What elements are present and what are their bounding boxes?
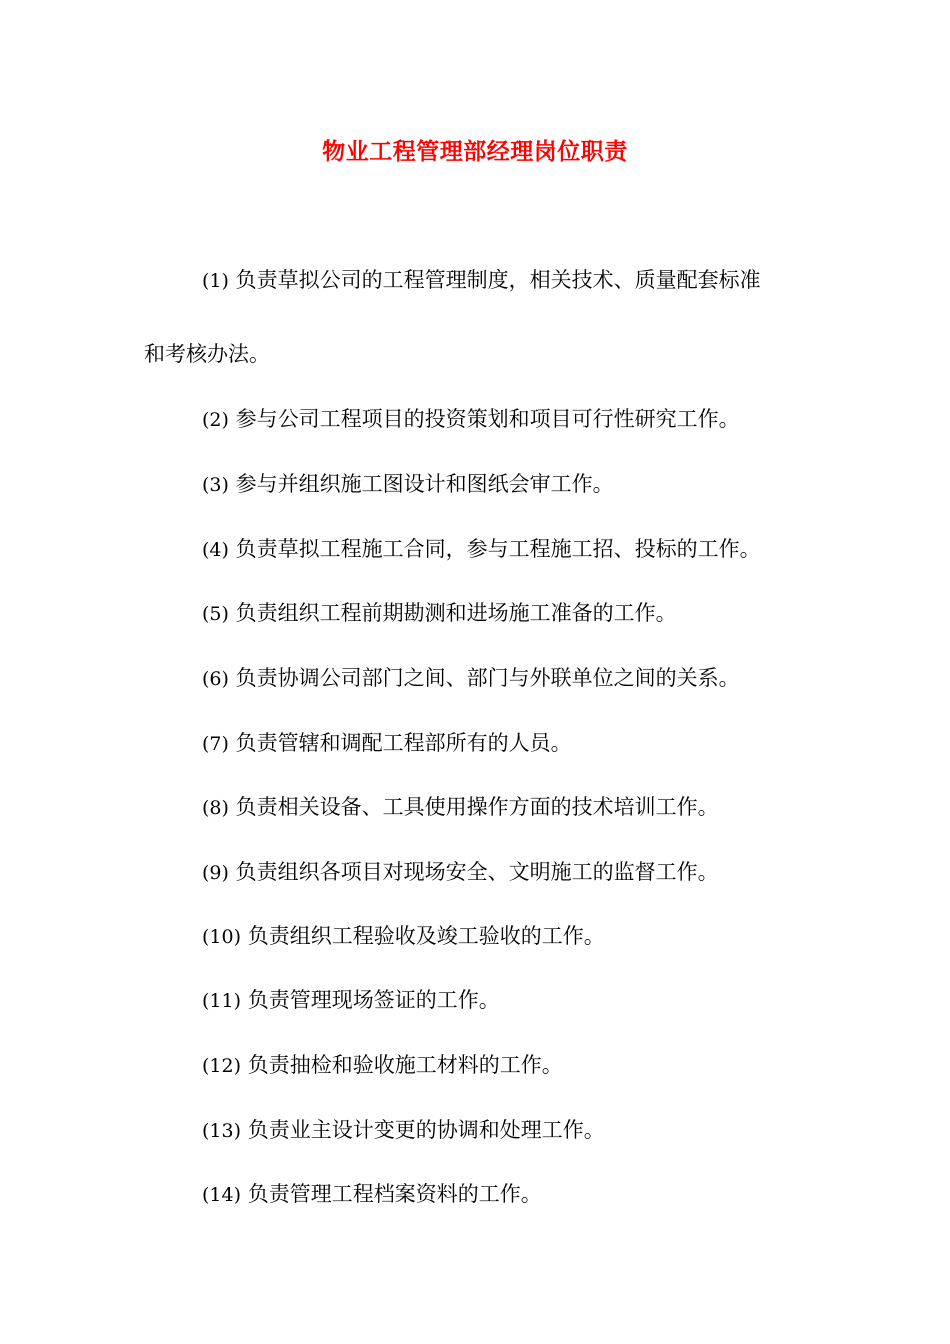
list-item <box>202 534 822 565</box>
item-text: 参与公司工程项目的投资策划和项目可行性研究工作。 <box>235 407 740 431</box>
item-number: (8) <box>202 797 229 819</box>
list-item <box>202 1179 822 1210</box>
item-number: (4) <box>202 539 229 561</box>
item-number: (13) <box>202 1120 242 1142</box>
item-text: 负责草拟工程施工合同，参与工程施工招、投标的工作。 <box>235 537 761 561</box>
item-number: (5) <box>202 603 229 625</box>
list-item <box>202 404 822 435</box>
list-item <box>202 792 822 823</box>
item-number: (11) <box>202 990 242 1012</box>
item-text: 负责草拟公司的工程管理制度，相关技术、质量配套标准 <box>235 268 761 292</box>
item-number: (3) <box>202 474 229 496</box>
item-text: 负责管理工程档案资料的工作。 <box>247 1182 542 1206</box>
list-item <box>202 728 822 759</box>
item-number: (7) <box>202 733 229 755</box>
item-text: 负责组织工程前期勘测和进场施工准备的工作。 <box>235 601 677 625</box>
item-number: (12) <box>202 1055 242 1077</box>
item-number: (1) <box>202 270 229 292</box>
item-text: 负责组织工程验收及竣工验收的工作。 <box>247 924 605 948</box>
list-item <box>202 1050 822 1081</box>
page-title: 物业工程管理部经理岗位职责 <box>322 139 628 165</box>
item-number: (10) <box>202 926 242 948</box>
item-text: 负责协调公司部门之间、部门与外联单位之间的关系。 <box>235 666 740 690</box>
item-number: (14) <box>202 1184 242 1206</box>
item-text: 参与并组织施工图设计和图纸会审工作。 <box>235 472 614 496</box>
list-item-continuation: 和考核办法。 <box>144 342 270 366</box>
list-item <box>202 663 822 694</box>
list-item <box>202 598 822 629</box>
item-number: (2) <box>202 409 229 431</box>
item-text: 负责管辖和调配工程部所有的人员。 <box>235 731 572 755</box>
item-text: 负责管理现场签证的工作。 <box>247 988 500 1012</box>
item-text: 负责组织各项目对现场安全、文明施工的监督工作。 <box>235 860 719 884</box>
list-item <box>202 921 822 952</box>
item-number: (9) <box>202 862 229 884</box>
list-item <box>202 1115 822 1146</box>
item-text: 负责业主设计变更的协调和处理工作。 <box>247 1118 605 1142</box>
list-item <box>202 985 822 1016</box>
item-text: 负责抽检和验收施工材料的工作。 <box>247 1053 563 1077</box>
list-item <box>202 857 822 888</box>
item-text: 负责相关设备、工具使用操作方面的技术培训工作。 <box>235 795 719 819</box>
list-item <box>202 469 822 500</box>
list-item <box>202 265 822 296</box>
item-number: (6) <box>202 668 229 690</box>
